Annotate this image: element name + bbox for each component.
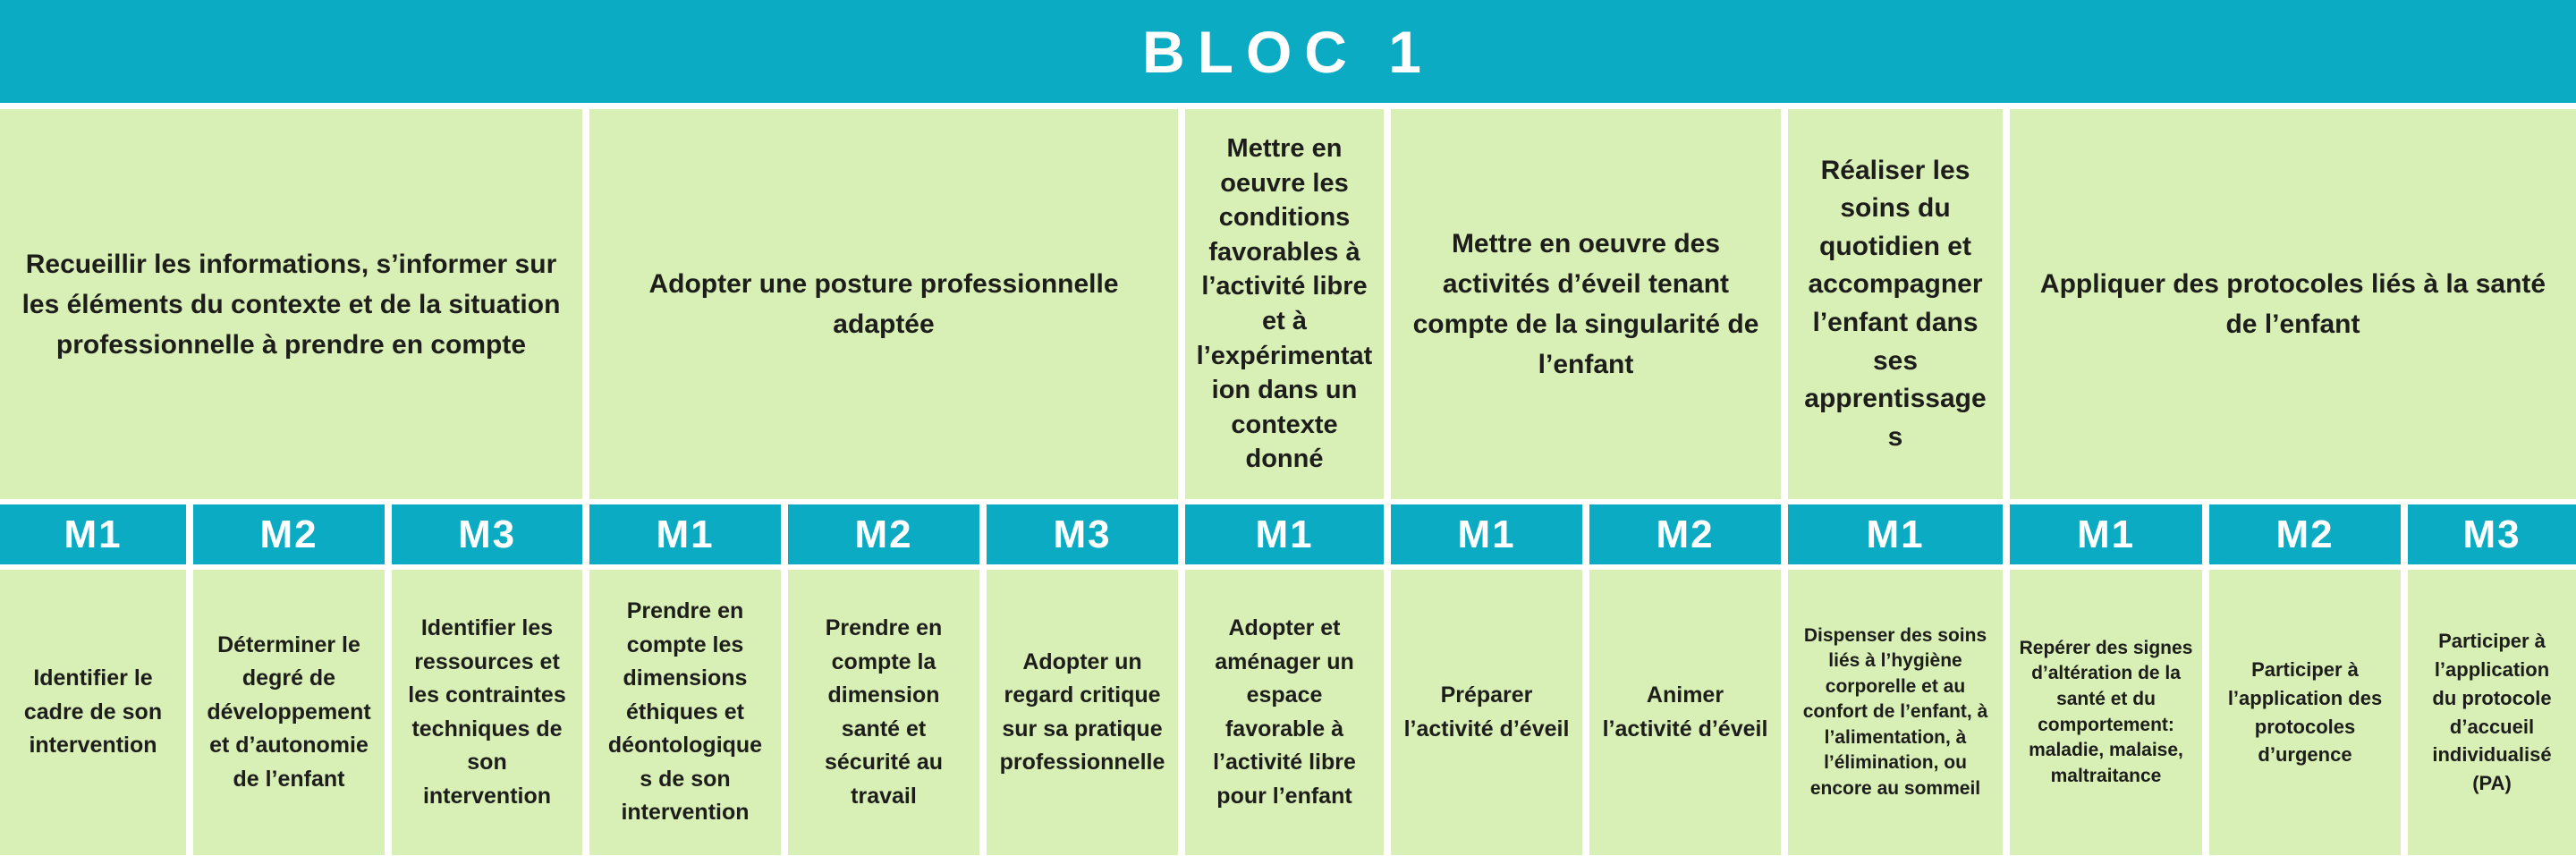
module-label-c6-m1: M1	[2010, 504, 2202, 564]
module-detail-c2-m3: Adopter un regard critique sur sa pratique professionnelle	[987, 570, 1178, 855]
module-label-c4-m2: M2	[1589, 504, 1781, 564]
module-detail-c1-m1: Identifier le cadre de son intervention	[0, 570, 186, 855]
competency-cell-6: Appliquer des protocoles liés à la santé de l’enfant	[2010, 109, 2576, 499]
module-detail-c1-m3: Identifier les ressources et les contraintes techniques de son intervention	[392, 570, 582, 855]
module-detail-c4-m2: Animer l’activité d’éveil	[1589, 570, 1781, 855]
module-label-c2-m3: M3	[987, 504, 1178, 564]
module-label-c2-m1: M1	[589, 504, 781, 564]
module-detail-c2-m2: Prendre en compte la dimension santé et sécurité au travail	[788, 570, 979, 855]
module-label-c1-m2: M2	[193, 504, 385, 564]
module-detail-c6-m3: Participer à l’application du protocole d’accueil individualisé (PA)	[2408, 570, 2576, 855]
competency-cell-5: Réaliser les soins du quotidien et accompagner l’enfant dans ses apprentissages	[1788, 109, 2003, 499]
module-detail-c1-m2: Déterminer le degré de développement et d’autonomie de l’enfant	[193, 570, 385, 855]
module-label-c4-m1: M1	[1391, 504, 1582, 564]
module-detail-c2-m1: Prendre en compte les dimensions éthiques et déontologiques de son intervention	[589, 570, 781, 855]
module-detail-c4-m1: Préparer l’activité d’éveil	[1391, 570, 1582, 855]
bloc-title: BLOC 1	[1141, 18, 1435, 85]
competency-cell-2: Adopter une posture professionnelle adaptée	[589, 109, 1178, 499]
module-detail-c6-m1: Repérer des signes d’altération de la santé et du comportement: maladie, malaise, maltraitance	[2010, 570, 2202, 855]
curriculum-table	[0, 109, 2576, 855]
competency-cell-3: Mettre en oeuvre les conditions favorables à l’activité libre et à l’expérimentation dans un contexte donné	[1185, 109, 1384, 499]
module-detail-c3-m1: Adopter et aménager un espace favorable à l’activité libre pour l’enfant	[1185, 570, 1384, 855]
module-label-c2-m2: M2	[788, 504, 979, 564]
competency-cell-4: Mettre en oeuvre des activités d’éveil tenant compte de la singularité de l’enfant	[1391, 109, 1781, 499]
module-label-c6-m2: M2	[2209, 504, 2401, 564]
module-label-c1-m3: M3	[392, 504, 582, 564]
module-detail-c5-m1: Dispenser des soins liés à l’hygiène corporelle et au confort de l’enfant, à l’alimentation, à l’élimination, ou encore au sommeil	[1788, 570, 2003, 855]
module-detail-c6-m2: Participer à l’application des protocoles d’urgence	[2209, 570, 2401, 855]
module-label-c5-m1: M1	[1788, 504, 2003, 564]
bloc-banner	[0, 0, 2576, 103]
competency-cell-1: Recueillir les informations, s’informer sur les éléments du contexte et de la situation professionnelle à prendre en compte	[0, 109, 582, 499]
module-label-c6-m3: M3	[2408, 504, 2576, 564]
module-label-c3-m1: M1	[1185, 504, 1384, 564]
module-label-c1-m1: M1	[0, 504, 186, 564]
